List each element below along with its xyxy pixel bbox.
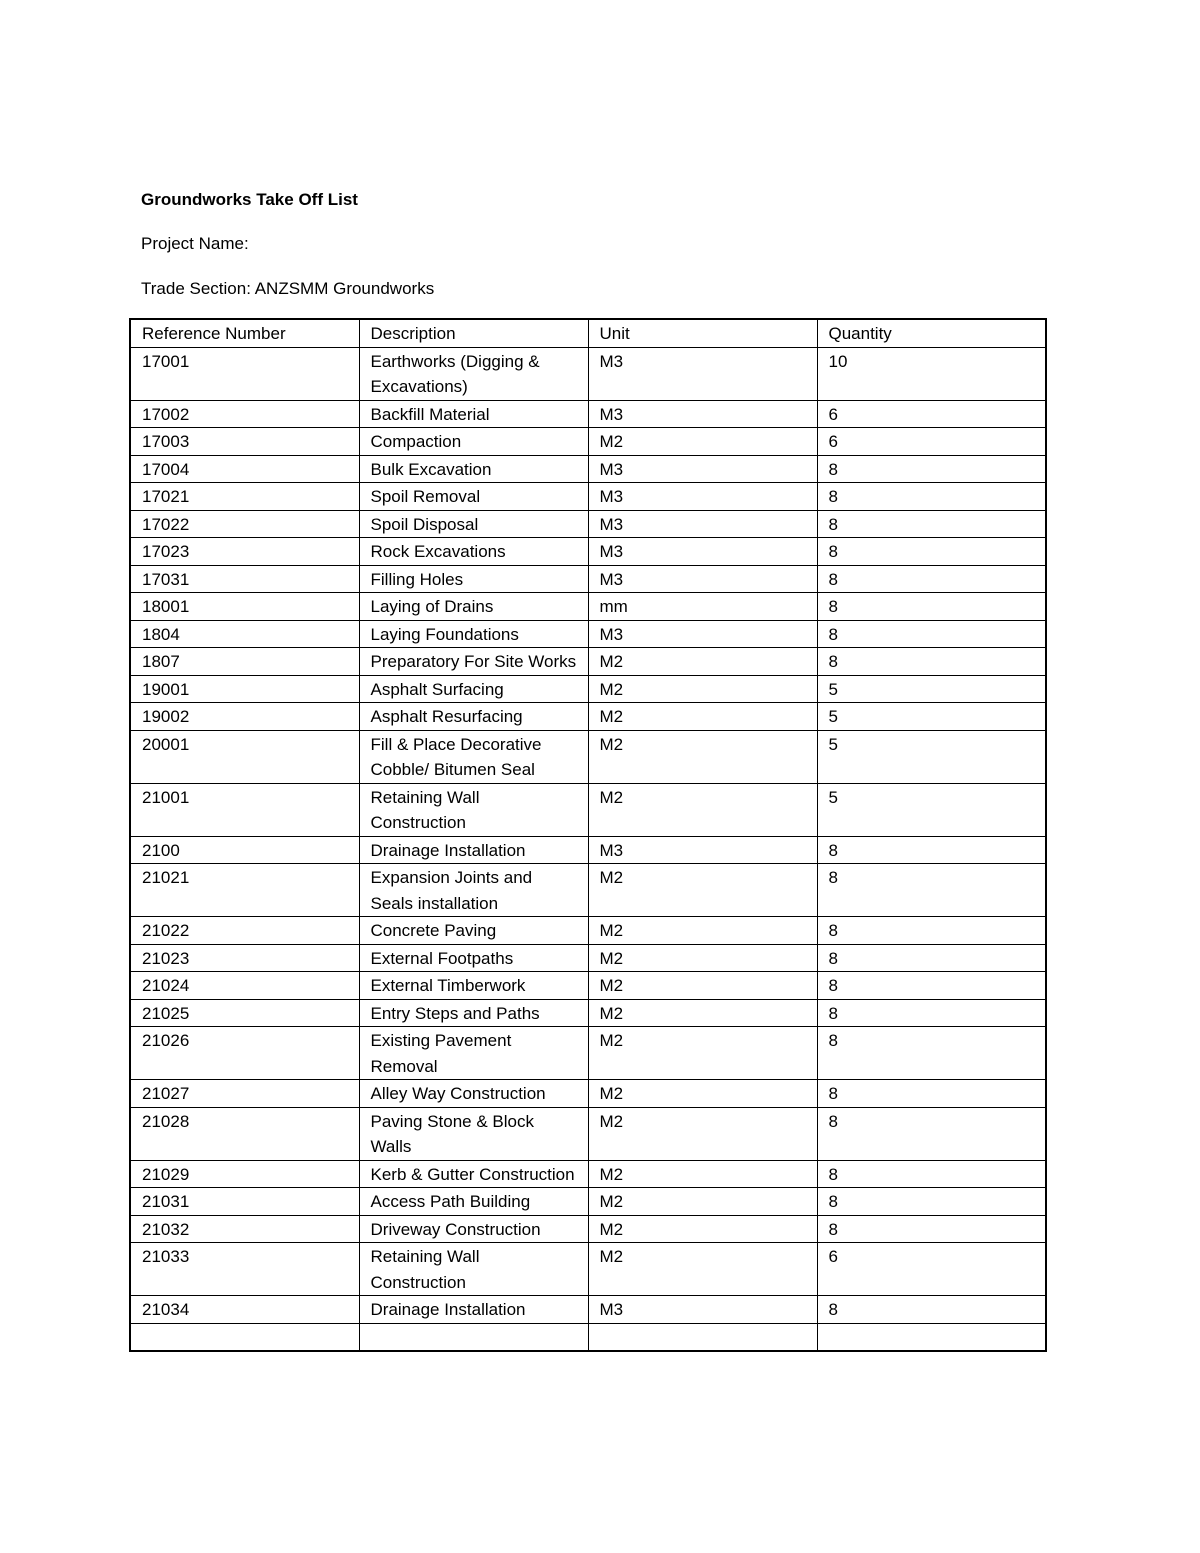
cell-reference-number: 1807 [130, 648, 359, 676]
cell-quantity: 8 [817, 836, 1046, 864]
cell-reference-number: 17003 [130, 428, 359, 456]
table-row [130, 1080, 1046, 1108]
table-row [130, 944, 1046, 972]
table-row [130, 510, 1046, 538]
table-row [130, 1027, 1046, 1080]
cell-reference-number: 18001 [130, 593, 359, 621]
table-row [130, 400, 1046, 428]
cell-reference-number: 21033 [130, 1243, 359, 1296]
cell-description: Kerb & Gutter Construction [359, 1160, 588, 1188]
cell-description: Expansion Joints and Seals installation [359, 864, 588, 917]
table-header-row [130, 319, 1046, 347]
table-row [130, 730, 1046, 783]
table-row [130, 1323, 1046, 1351]
cell-reference-number: 21001 [130, 783, 359, 836]
cell-reference-number: 21032 [130, 1215, 359, 1243]
table-row [130, 538, 1046, 566]
table-row [130, 1160, 1046, 1188]
table-row [130, 620, 1046, 648]
table-row [130, 675, 1046, 703]
table-row [130, 703, 1046, 731]
cell-unit: M3 [588, 510, 817, 538]
table-row [130, 999, 1046, 1027]
cell-unit: M2 [588, 1160, 817, 1188]
cell-unit: M2 [588, 1107, 817, 1160]
cell-unit: M2 [588, 917, 817, 945]
cell-unit: M2 [588, 864, 817, 917]
cell-unit: M2 [588, 1188, 817, 1216]
cell-quantity: 5 [817, 703, 1046, 731]
cell-reference-number: 21031 [130, 1188, 359, 1216]
cell-description [359, 1323, 588, 1351]
cell-quantity: 8 [817, 1160, 1046, 1188]
cell-description: Filling Holes [359, 565, 588, 593]
cell-unit: M2 [588, 428, 817, 456]
cell-reference-number: 21026 [130, 1027, 359, 1080]
cell-description: Rock Excavations [359, 538, 588, 566]
cell-unit: M3 [588, 565, 817, 593]
cell-quantity: 8 [817, 972, 1046, 1000]
cell-description: Entry Steps and Paths [359, 999, 588, 1027]
cell-unit: M3 [588, 620, 817, 648]
table-row [130, 428, 1046, 456]
header-unit: Unit [588, 319, 817, 347]
cell-unit: M3 [588, 483, 817, 511]
cell-reference-number [130, 1323, 359, 1351]
cell-quantity: 8 [817, 1027, 1046, 1080]
cell-unit: mm [588, 593, 817, 621]
cell-quantity: 8 [817, 620, 1046, 648]
cell-unit: M2 [588, 1215, 817, 1243]
cell-unit [588, 1323, 817, 1351]
takeoff-table [129, 318, 1047, 1352]
page-title: Groundworks Take Off List [141, 190, 358, 209]
table-row [130, 483, 1046, 511]
table-row [130, 836, 1046, 864]
cell-description: Spoil Disposal [359, 510, 588, 538]
cell-quantity: 5 [817, 730, 1046, 783]
cell-reference-number: 17002 [130, 400, 359, 428]
cell-reference-number: 21023 [130, 944, 359, 972]
table-row [130, 1107, 1046, 1160]
table-row [130, 565, 1046, 593]
cell-unit: M2 [588, 1080, 817, 1108]
cell-quantity: 8 [817, 917, 1046, 945]
cell-unit: M2 [588, 944, 817, 972]
cell-quantity: 5 [817, 783, 1046, 836]
cell-quantity: 8 [817, 999, 1046, 1027]
cell-quantity: 8 [817, 565, 1046, 593]
cell-reference-number: 21022 [130, 917, 359, 945]
cell-unit: M3 [588, 455, 817, 483]
cell-quantity: 8 [817, 1215, 1046, 1243]
cell-description: Retaining Wall Construction [359, 1243, 588, 1296]
table-row [130, 972, 1046, 1000]
table-row [130, 1215, 1046, 1243]
cell-reference-number: 2100 [130, 836, 359, 864]
cell-quantity: 8 [817, 483, 1046, 511]
cell-quantity: 8 [817, 1296, 1046, 1324]
cell-description: Retaining Wall Construction [359, 783, 588, 836]
cell-description: Drainage Installation [359, 836, 588, 864]
cell-quantity: 6 [817, 400, 1046, 428]
cell-reference-number: 17031 [130, 565, 359, 593]
cell-description: Drainage Installation [359, 1296, 588, 1324]
header-quantity: Quantity [817, 319, 1046, 347]
cell-quantity: 10 [817, 347, 1046, 400]
cell-description: Compaction [359, 428, 588, 456]
table-row [130, 593, 1046, 621]
cell-reference-number: 17004 [130, 455, 359, 483]
table-row [130, 347, 1046, 400]
cell-reference-number: 21028 [130, 1107, 359, 1160]
cell-quantity: 8 [817, 510, 1046, 538]
project-name-label: Project Name: [141, 234, 249, 253]
cell-quantity: 8 [817, 944, 1046, 972]
table-row [130, 1188, 1046, 1216]
cell-unit: M2 [588, 999, 817, 1027]
cell-unit: M2 [588, 783, 817, 836]
table-row [130, 917, 1046, 945]
cell-quantity: 8 [817, 1080, 1046, 1108]
cell-unit: M2 [588, 675, 817, 703]
cell-description: Bulk Excavation [359, 455, 588, 483]
cell-unit: M2 [588, 648, 817, 676]
cell-unit: M3 [588, 1296, 817, 1324]
cell-reference-number: 21025 [130, 999, 359, 1027]
table-row [130, 455, 1046, 483]
cell-unit: M3 [588, 836, 817, 864]
cell-description: External Footpaths [359, 944, 588, 972]
cell-reference-number: 17023 [130, 538, 359, 566]
cell-reference-number: 17001 [130, 347, 359, 400]
cell-reference-number: 17022 [130, 510, 359, 538]
cell-description: Laying Foundations [359, 620, 588, 648]
cell-unit: M3 [588, 538, 817, 566]
cell-description: Earthworks (Digging & Excavations) [359, 347, 588, 400]
cell-unit: M2 [588, 703, 817, 731]
cell-reference-number: 1804 [130, 620, 359, 648]
header-reference-number: Reference Number [130, 319, 359, 347]
cell-description: Driveway Construction [359, 1215, 588, 1243]
table-row [130, 783, 1046, 836]
cell-description: Alley Way Construction [359, 1080, 588, 1108]
cell-description: Preparatory For Site Works [359, 648, 588, 676]
cell-description: Backfill Material [359, 400, 588, 428]
cell-unit: M2 [588, 972, 817, 1000]
table-row [130, 648, 1046, 676]
trade-section-label: Trade Section: ANZSMM Groundworks [141, 279, 435, 298]
cell-description: Asphalt Resurfacing [359, 703, 588, 731]
cell-description: Fill & Place Decorative Cobble/ Bitumen Seal [359, 730, 588, 783]
cell-reference-number: 21029 [130, 1160, 359, 1188]
cell-reference-number: 19002 [130, 703, 359, 731]
cell-quantity: 8 [817, 538, 1046, 566]
cell-reference-number: 21034 [130, 1296, 359, 1324]
cell-reference-number: 19001 [130, 675, 359, 703]
cell-reference-number: 21027 [130, 1080, 359, 1108]
cell-quantity: 5 [817, 675, 1046, 703]
cell-quantity: 8 [817, 455, 1046, 483]
cell-description: Asphalt Surfacing [359, 675, 588, 703]
cell-reference-number: 21024 [130, 972, 359, 1000]
cell-quantity: 8 [817, 1107, 1046, 1160]
cell-reference-number: 17021 [130, 483, 359, 511]
cell-quantity [817, 1323, 1046, 1351]
cell-unit: M2 [588, 1243, 817, 1296]
cell-description: Existing Pavement Removal [359, 1027, 588, 1080]
cell-unit: M2 [588, 1027, 817, 1080]
table-body [130, 347, 1046, 1351]
cell-reference-number: 21021 [130, 864, 359, 917]
cell-quantity: 8 [817, 593, 1046, 621]
cell-unit: M3 [588, 400, 817, 428]
cell-description: Spoil Removal [359, 483, 588, 511]
cell-quantity: 8 [817, 1188, 1046, 1216]
cell-quantity: 8 [817, 864, 1046, 917]
cell-unit: M2 [588, 730, 817, 783]
table-row [130, 864, 1046, 917]
cell-description: Access Path Building [359, 1188, 588, 1216]
table-row [130, 1243, 1046, 1296]
table-row [130, 1296, 1046, 1324]
cell-quantity: 8 [817, 648, 1046, 676]
cell-reference-number: 20001 [130, 730, 359, 783]
cell-quantity: 6 [817, 1243, 1046, 1296]
cell-unit: M3 [588, 347, 817, 400]
cell-description: Paving Stone & Block Walls [359, 1107, 588, 1160]
cell-quantity: 6 [817, 428, 1046, 456]
cell-description: External Timberwork [359, 972, 588, 1000]
cell-description: Laying of Drains [359, 593, 588, 621]
header-description: Description [359, 319, 588, 347]
cell-description: Concrete Paving [359, 917, 588, 945]
